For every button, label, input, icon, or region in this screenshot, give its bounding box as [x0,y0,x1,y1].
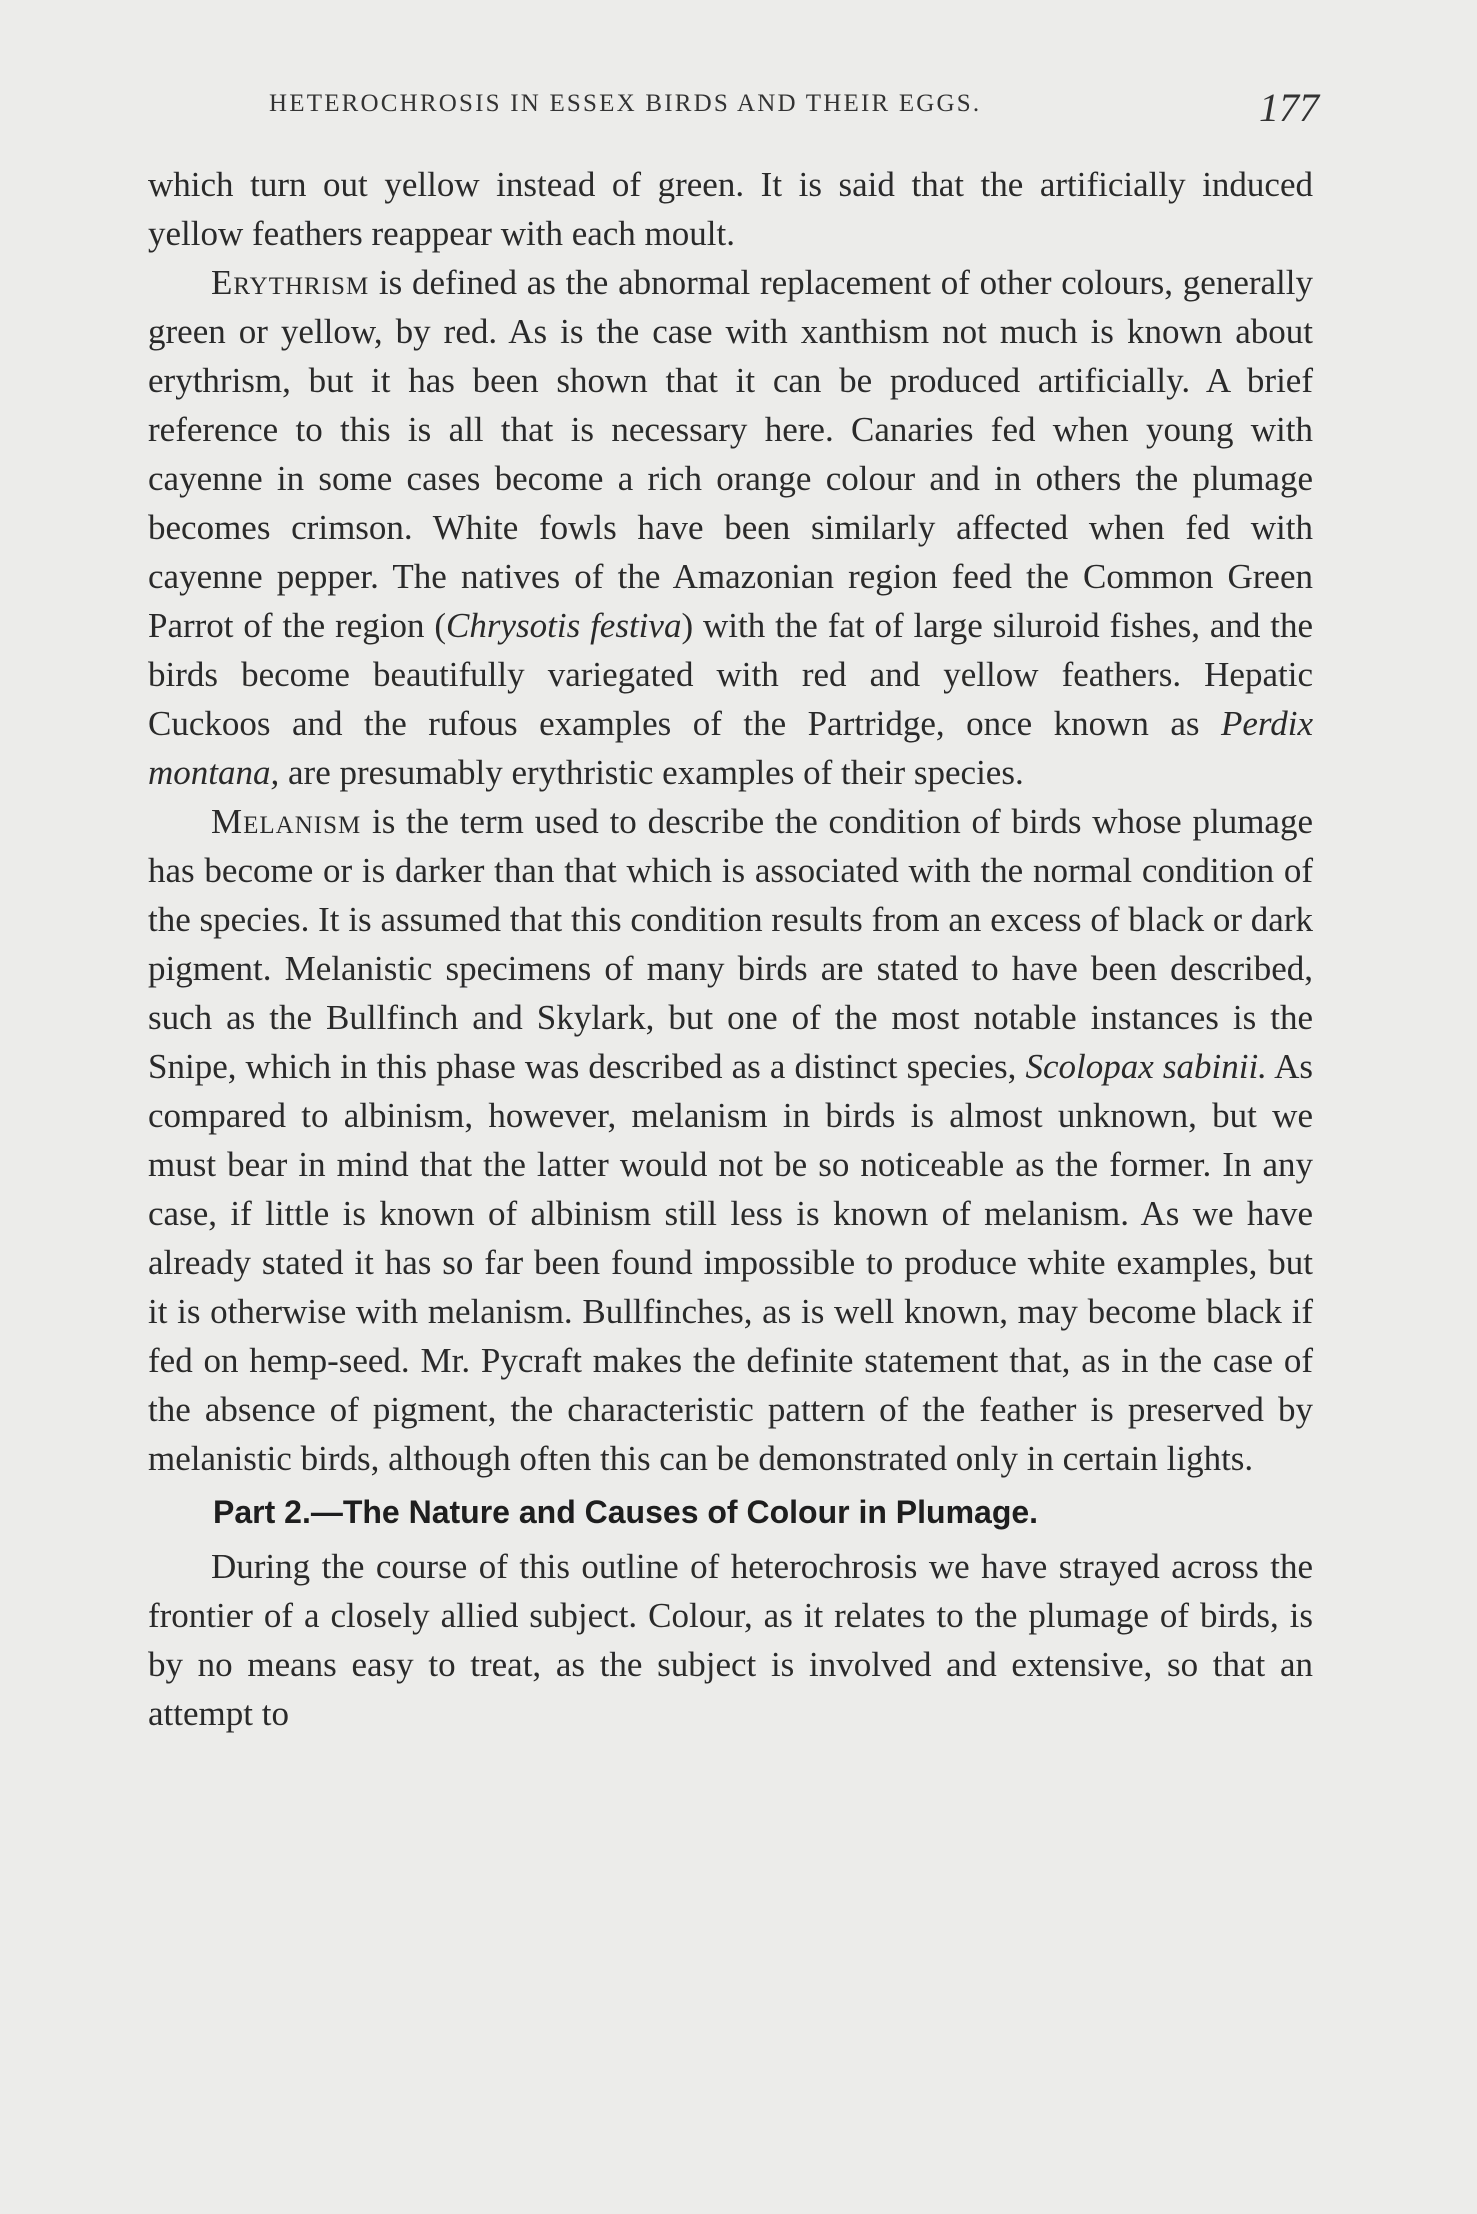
term-melanism: Melanism [211,802,362,841]
paragraph-text: which turn out yellow instead of green. It is said that the artificially induced yellow feathers reappear with each moult. [148,165,1313,253]
paragraph-erythrism [148,258,1313,797]
species-name-chrysotis: Chrysotis festiva [446,606,682,645]
paragraph-text: is the term used to describe the condition of birds whose plumage has become or is darker than that which is associated with the normal condition of the species. It is assumed that this condition results from an excess of black or dark pigment. Melanistic specimens of many birds are stated to have been described, such as the Bullfinch and Skylark, but one of the most notable instances is the Snipe, which in this phase was described as a distinct species, [148,802,1313,1086]
species-name-scolopax: Scolopax sabinii. [1025,1047,1267,1086]
term-erythrism: Erythrism [211,263,370,302]
paragraph-part-2 [148,1542,1313,1738]
paragraph-continuation [148,160,1313,258]
paragraph-text: During the course of this outline of heterochrosis we have strayed across the frontier of a closely allied subject. Colour, as it relates to the plumage of birds, is by no means easy to treat, as the subject is involved and extensive, so that an attempt to [148,1547,1313,1733]
paragraph-text: is defined as the abnormal replacement of other colours, generally green or yellow, by red. As is the case with xanthism not much is known about erythrism, but it has been shown that it can be produced artificially. A brief reference to this is all that is necessary here. Canaries fed when young with cayenne in some cases become a rich orange colour and in others the plumage becomes crimson. White fowls have been similarly affected when fed with cayenne pepper. The natives of the Amazonian region feed the Common Green Parrot of the region ( [148,263,1313,645]
running-head-title: HETEROCHROSIS IN ESSEX BIRDS AND THEIR EGGS. [269,90,982,117]
paragraph-melanism [148,797,1313,1483]
paragraph-text: are presumably erythristic examples of their species. [279,753,1024,792]
section-heading: Part 2.—The Nature and Causes of Colour in Plumage. [213,1494,1039,1530]
body-text [148,160,1313,1738]
paragraph-text: As compared to albinism, however, melanism in birds is almost unknown, but we must bear in mind that the latter would not be so noticeable as the former. In any case, if little is known of albinism still less is known of melanism. As we have already stated it has so far been found impossible to produce white examples, but it is otherwise with melanism. Bullfinches, as is well known, may become black if fed on hemp-seed. Mr. Pycraft makes the definite statement that, as in the case of the absence of pigment, the characteristic pattern of the feather is preserved by melanistic birds, although often this can be demonstrated only in certain lights. [148,1047,1313,1478]
running-head [269,84,1319,134]
paragraph-text: ) with the fat of large siluroid fishes, and the birds become beautifully variegated with red and yellow feathers. Hepatic Cuckoos and the rufous examples of the Partridge, once known as [148,606,1313,743]
species-name-perdix: Perdix montana, [148,704,1313,792]
page-number: 177 [1259,85,1319,130]
